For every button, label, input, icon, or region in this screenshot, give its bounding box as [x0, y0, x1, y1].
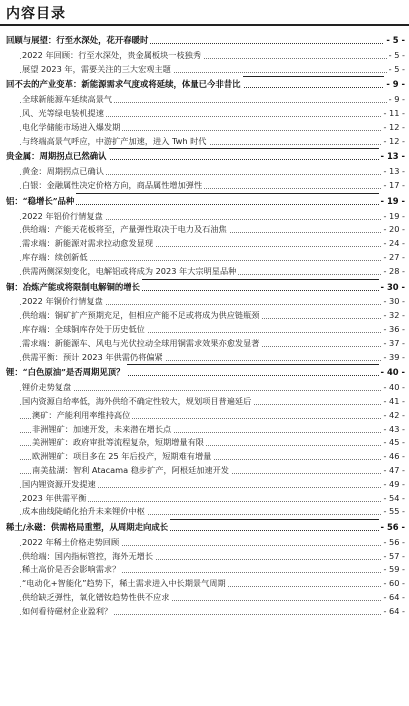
- toc-entry-row[interactable]: [0, 550, 409, 564]
- toc-entry-title: 全球新能源车延续高景气: [22, 93, 114, 107]
- toc-page-number: - 41 -: [381, 395, 405, 409]
- toc-entry-row[interactable]: [0, 237, 409, 251]
- toc-entry-title: 需求端：新能源车、风电与光伏拉动全球用铜需求效果亦愈发显著: [22, 337, 261, 351]
- toc-entry-title: 库存端：全球铜库存处于历史低位: [22, 323, 147, 337]
- toc-entry-row[interactable]: [0, 323, 409, 337]
- toc-entry-row[interactable]: [0, 395, 409, 409]
- toc-entry-title: 2022 年铜价行情复盘: [22, 295, 105, 309]
- toc-entry-title: 电化学储能市场进入爆发期: [22, 121, 122, 135]
- toc-page-number: - 40 -: [381, 381, 405, 395]
- toc-page-number: - 56 -: [381, 536, 405, 550]
- toc-entry-row[interactable]: [0, 251, 409, 265]
- toc-page-number: - 57 -: [381, 550, 405, 564]
- toc-entry-row[interactable]: [0, 210, 409, 224]
- toc-entry-title: 非洲锂矿：加速开发，未来潜在增长点: [32, 423, 173, 437]
- toc-entry-row[interactable]: [0, 563, 409, 577]
- toc-page-number: - 49 -: [381, 478, 405, 492]
- toc-page-number: - 30 -: [381, 295, 405, 309]
- toc-page-number: - 5 -: [387, 63, 405, 77]
- toc-entry-row[interactable]: [0, 121, 409, 135]
- page-title: 内容目录: [6, 6, 66, 22]
- toc-page-number: - 17 -: [381, 179, 405, 193]
- toc-entry-title: 如何看待磁材企业盈利？: [22, 605, 114, 619]
- toc-page-number: - 27 -: [381, 251, 405, 265]
- toc-entry-row[interactable]: [0, 49, 409, 63]
- toc-entry-title: 供给端：铜矿扩产预期充足，但相应产能不足或将成为供应链瓶颈: [22, 309, 261, 323]
- toc-entry-row[interactable]: [0, 265, 409, 279]
- toc-entry-row[interactable]: [0, 165, 409, 179]
- toc-page-number: - 37 -: [381, 337, 405, 351]
- toc-entry-title: 稀土高价是否会影响需求？: [22, 563, 122, 577]
- toc-entry-title: 欧洲锂矿：项目多在 25 年后投产，短期难有增量: [32, 450, 213, 464]
- toc-page-number: - 9 -: [387, 93, 405, 107]
- toc-entry-row[interactable]: [0, 577, 409, 591]
- toc-entry-row[interactable]: [0, 436, 409, 450]
- toc-entry-title: 铜：冶炼产能或将限制电解铜的增长: [6, 279, 142, 296]
- toc-entry-row[interactable]: [0, 478, 409, 492]
- toc-entry-row[interactable]: [0, 536, 409, 550]
- toc-entry-title: 需求端：新能源对需求拉动愈发显现: [22, 237, 155, 251]
- table-of-contents: [0, 32, 409, 619]
- toc-entry-title: 锂价走势复盘: [22, 381, 73, 395]
- toc-page-number: - 12 -: [381, 121, 405, 135]
- toc-entry-title: 国内锂资源开发提速: [22, 478, 98, 492]
- toc-page-number: - 46 -: [381, 450, 405, 464]
- dot-leader: [20, 390, 405, 391]
- toc-entry-title: 成本曲线陡峭化抬升未来锂价中枢: [22, 505, 147, 519]
- toc-entry-title: 回不去的产业变革：新能源需求气度或将延续，体量已今非昔比: [6, 76, 243, 93]
- toc-entry-title: 供需平衡：预计 2023 年供需仍将偏紧: [22, 351, 165, 365]
- toc-entry-row[interactable]: [0, 135, 409, 149]
- dot-leader: [20, 204, 405, 205]
- toc-entry-row[interactable]: [0, 93, 409, 107]
- toc-entry-title: 黄金：周期拐点已确认: [22, 165, 106, 179]
- toc-entry-row[interactable]: [0, 337, 409, 351]
- toc-entry-title: 美洲锂矿：政府审批等流程复杂，短期增量有限: [32, 436, 206, 450]
- toc-page-number: - 32 -: [381, 309, 405, 323]
- toc-page-number: - 64 -: [381, 591, 405, 605]
- toc-page-number: - 28 -: [381, 265, 405, 279]
- toc-page-number: - 19 -: [381, 210, 405, 224]
- toc-entry-row[interactable]: [0, 309, 409, 323]
- toc-section-row[interactable]: [0, 279, 409, 296]
- toc-page-number: - 60 -: [381, 577, 405, 591]
- toc-entry-row[interactable]: [0, 450, 409, 464]
- toc-entry-title: 库存端：续创新低: [22, 251, 90, 265]
- toc-entry-title: “电动化+智能化”趋势下，稀土需求进入中长期景气周期: [22, 577, 228, 591]
- toc-page-number: - 54 -: [381, 492, 405, 506]
- toc-entry-title: 2022 年回顾：行至水深处，贵金属板块一枝独秀: [22, 49, 203, 63]
- toc-page-number: - 19 -: [379, 193, 405, 210]
- toc-page-number: - 20 -: [381, 223, 405, 237]
- toc-entry-title: 供给端：国内指标管控，海外无增长: [22, 550, 155, 564]
- toc-entry-title: 2022 年稀土价格走势回顾: [22, 536, 121, 550]
- toc-page-number: - 56 -: [379, 519, 405, 536]
- toc-entry-row[interactable]: [0, 591, 409, 605]
- toc-entry-title: 回顾与展望：行至水深处，花开春暖时: [6, 32, 150, 49]
- toc-entry-title: 澳矿：产能利用率维持高位: [32, 409, 132, 423]
- toc-entry-row[interactable]: [0, 381, 409, 395]
- toc-entry-row[interactable]: [0, 223, 409, 237]
- toc-section-row[interactable]: [0, 76, 409, 93]
- toc-page-number: - 13 -: [381, 165, 405, 179]
- toc-page-number: - 47 -: [381, 464, 405, 478]
- toc-page-number: - 36 -: [381, 323, 405, 337]
- toc-entry-title: 供需两侧深刻变化，电解铝或将成为 2023 年大宗明星品种: [22, 265, 238, 279]
- toc-page-number: - 45 -: [381, 436, 405, 450]
- toc-entry-row[interactable]: [0, 464, 409, 478]
- toc-entry-row[interactable]: [0, 423, 409, 437]
- toc-entry-title: 南美盐湖：智利 Atacama 稳步扩产，阿根廷加速开发: [32, 464, 231, 478]
- toc-entry-title: 2023 年供需平衡: [22, 492, 88, 506]
- toc-page-number: - 5 -: [387, 49, 405, 63]
- toc-page-number: - 42 -: [381, 409, 405, 423]
- toc-entry-title: 2022 年铝价行情复盘: [22, 210, 105, 224]
- toc-entry-title: 贵金属：周期拐点已然确认: [6, 148, 109, 165]
- toc-entry-title: 供给缺乏弹性，氧化镨钕趋势性供不应求: [22, 591, 171, 605]
- toc-entry-row[interactable]: [0, 351, 409, 365]
- toc-section-row[interactable]: [0, 32, 409, 49]
- toc-page-number: - 43 -: [381, 423, 405, 437]
- toc-page-number: - 5 -: [384, 32, 405, 49]
- toc-entry-title: 与终端高景气呼应，中游扩产加速，进入 Twh 时代: [22, 135, 209, 149]
- toc-entry-row[interactable]: [0, 505, 409, 519]
- toc-entry-title: 稀土/永磁：供需格局重塑，从周期走向成长: [6, 519, 170, 536]
- toc-page-number: - 13 -: [379, 148, 405, 165]
- toc-page-number: - 24 -: [381, 237, 405, 251]
- toc-page-number: - 30 -: [379, 279, 405, 296]
- toc-entry-title: 白银：金融属性决定价格方向，商品属性增加弹性: [22, 179, 204, 193]
- toc-entry-row[interactable]: [0, 107, 409, 121]
- toc-section-row[interactable]: [0, 364, 409, 381]
- title-rule: [0, 24, 409, 26]
- toc-page-number: - 59 -: [381, 563, 405, 577]
- toc-entry-row[interactable]: [0, 605, 409, 619]
- toc-entry-row[interactable]: [0, 63, 409, 77]
- toc-entry-row[interactable]: [0, 492, 409, 506]
- toc-entry-row[interactable]: [0, 295, 409, 309]
- toc-section-row[interactable]: [0, 148, 409, 165]
- toc-entry-title: 国内资源自给率低，海外供给不确定性较大，规划项目普遍延后: [22, 395, 253, 409]
- toc-page-number: - 55 -: [381, 505, 405, 519]
- toc-page-number: - 39 -: [381, 351, 405, 365]
- toc-section-row[interactable]: [0, 519, 409, 536]
- toc-page-number: - 9 -: [384, 76, 405, 93]
- toc-page-number: - 11 -: [381, 107, 405, 121]
- toc-entry-row[interactable]: [0, 179, 409, 193]
- toc-entry-title: 展望 2023 年，需要关注的三大宏观主题: [22, 63, 173, 77]
- toc-entry-title: 铝：“稳增长”品种: [6, 193, 76, 210]
- toc-section-row[interactable]: [0, 193, 409, 210]
- toc-entry-row[interactable]: [0, 409, 409, 423]
- toc-entry-title: 风、光等绿电装机提速: [22, 107, 106, 121]
- toc-page-number: - 40 -: [379, 364, 405, 381]
- toc-page-number: - 64 -: [381, 605, 405, 619]
- toc-page-number: - 12 -: [381, 135, 405, 149]
- toc-entry-title: 供给端：产能天花板将至，产量弹性取决于电力及石油焦: [22, 223, 229, 237]
- toc-entry-title: 锂：“白色原油”是否周期见顶？: [6, 364, 127, 381]
